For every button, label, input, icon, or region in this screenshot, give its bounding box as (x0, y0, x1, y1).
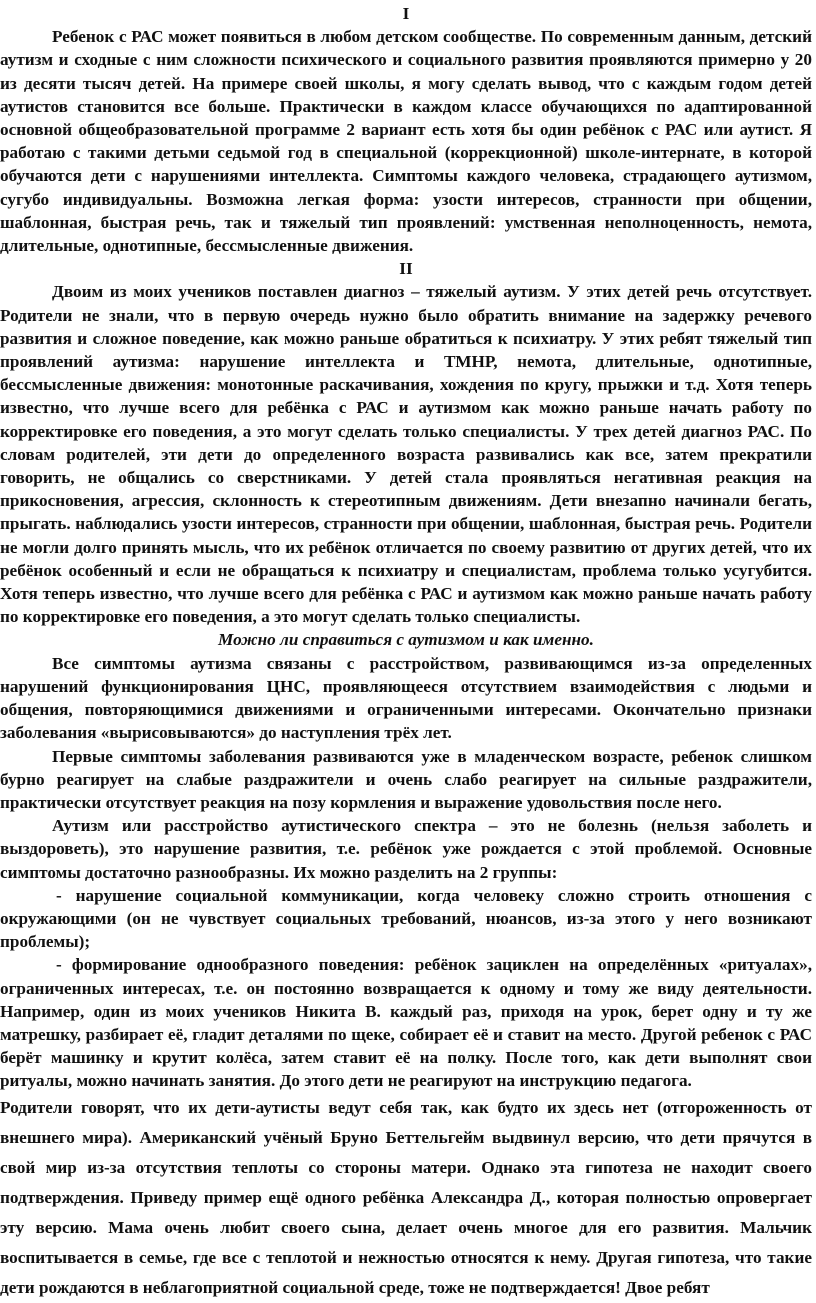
section-3-paragraph-2: Первые симптомы заболевания развиваются уже в младенческом возрасте, ребенок слишком бурно реагирует на слабые раздражители и очень слабо реагирует на сильные раздражители, практически отсутствует реакция на позу кормления и выражение удовольствия после него. (0, 746, 812, 812)
section-heading-3: Можно ли справиться с аутизмом и как именно. (218, 630, 594, 650)
section-2 (0, 257, 812, 628)
section-3-list-item-1: - нарушение социальной коммуникации, когда человеку сложно строить отношения с окружающими (он не чувствует социальных требований, нюансов, из-за этого у него возникают проблемы); (0, 885, 812, 952)
section-3 (0, 628, 812, 1092)
section-2-paragraph: Двоим из моих учеников поставлен диагноз – тяжелый аутизм. У этих детей речь отсутствует. Родители не знали, что в первую очередь нужно было обратить внимание на задержку речевого развития и сложное поведение, как можно раньше обратиться к психиатру. У этих ребят тяжелый тип проявлений аутизма: нарушение интеллекта и ТМНР, немота, длительные, однотипные, бессмысленные движения: монотонные раскачивания, хождения по кругу, прыжки и т.д. Хотя теперь известно, что лучше всего для ребёнка с РАС и аутизмом как можно раньше начать работу по корректировке его поведения, а это могут сделать только специалисты. У трех детей диагноз РАС. По словам родителей, эти дети до определенного возраста развивались как все, затем прекратили говорить, не общались со сверстниками. У детей стала проявляться негативная реакция на прикосновения, агрессия, склонность к стереотипным движениям. Дети внезапно начинали бегать, прыгать. наблюдались узости интересов, странности при общении, шаблонная, быстрая речь. Родители не могли долго принять мысль, что их ребёнок отличается по своему развитию от других детей, что их ребёнок особенный и если не обращаться к психиатру и специалистам, проблема только усугубится. Хотя теперь известно, что лучше всего для ребёнка с РАС и аутизмом как можно раньше начать работу по корректировке его поведения, а это могут сделать только специалисты. (0, 282, 812, 627)
section-3-paragraph-1: Все симптомы аутизма связаны с расстройством, развивающимся из-за определенных нарушений функционирования ЦНС, проявляющееся отсутствием взаимодействия с людьми и общения, повторяющимися движениями и ограниченными интересами. Окончательно признаки заболевания «вырисовываются» до наступления трёх лет. (0, 653, 812, 743)
section-3-list-item-2: - формирование однообразного поведения: ребёнок зациклен на определённых «ритуалах», ограниченных интересах, т.е. он постоянно возвращается к одному и тому же виду деятельности. Например, один из моих учеников Никита В. каждый раз, приходя на урок, берет одну и ту же матрешку, разбирает её, гладит деталями по щеке, собирает её и ставит на место. Другой ребенок с РАС берёт машинку и крутит колёса, затем ставит её на полку. После того, как дети выполнят свои ритуалы, можно начинать занятия. До этого дети не реагируют на инструкцию педагога. (0, 955, 812, 1091)
section-1-paragraph: Ребенок с РАС может появиться в любом детском сообществе. По современным данным, детский аутизм и сходные с ним сложности психического и социального развития проявляются примерно у 20 из десяти тысяч детей. На примере своей школы, я могу сделать вывод, что с каждым годом детей аутистов становится все больше. Практически в каждом классе обучающихся по адаптированной основной общеобразовательной программе 2 вариант есть хотя бы один ребёнок с РАС или аутист. Я работаю с такими детьми седьмой год в специальной (коррекционной) школе-интернате, в которой обучаются дети с нарушениями интеллекта. Симптомы каждого человека, страдающего аутизмом, сугубо индивидуальны. Возможна легкая форма: узости интересов, странности при общении, шаблонная, быстрая речь, так и тяжелый тип проявлений: умственная неполноценность, немота, длительные, однотипные, бессмысленные движения. (0, 27, 812, 256)
section-heading-2: II (399, 259, 413, 279)
section-3-continuation (0, 1093, 812, 1303)
section-1 (0, 2, 812, 257)
section-3-paragraph-6: Родители говорят, что их дети-аутисты ведут себя так, как будто их здесь нет (отгороженность от внешнего мира). Американский учёный Бруно Беттельгейм выдвинул версию, что дети прячутся в свой мир из-за отсутствия теплоты со стороны матери. Однако эта гипотеза не находит своего подтверждения. Приведу пример ещё одного ребёнка Александра Д., которая полностью опровергает эту версию. Мама очень любит своего сына, делает очень многое для его развития. Мальчик воспитывается в семье, где все с теплотой и нежностью относятся к нему. Другая гипотеза, что такие дети рождаются в неблагоприятной социальной среде, тоже не подтверждается! Двое ребят (0, 1097, 812, 1297)
section-heading-1: I (402, 4, 410, 23)
section-3-paragraph-3: Аутизм или расстройство аутистического спектра – это не болезнь (нельзя заболеть и выздороветь), это нарушение развития, т.е. ребёнок уже рождается с этой проблемой. Основные симптомы достаточно разнообразны. Их можно разделить на 2 группы: (0, 816, 812, 882)
